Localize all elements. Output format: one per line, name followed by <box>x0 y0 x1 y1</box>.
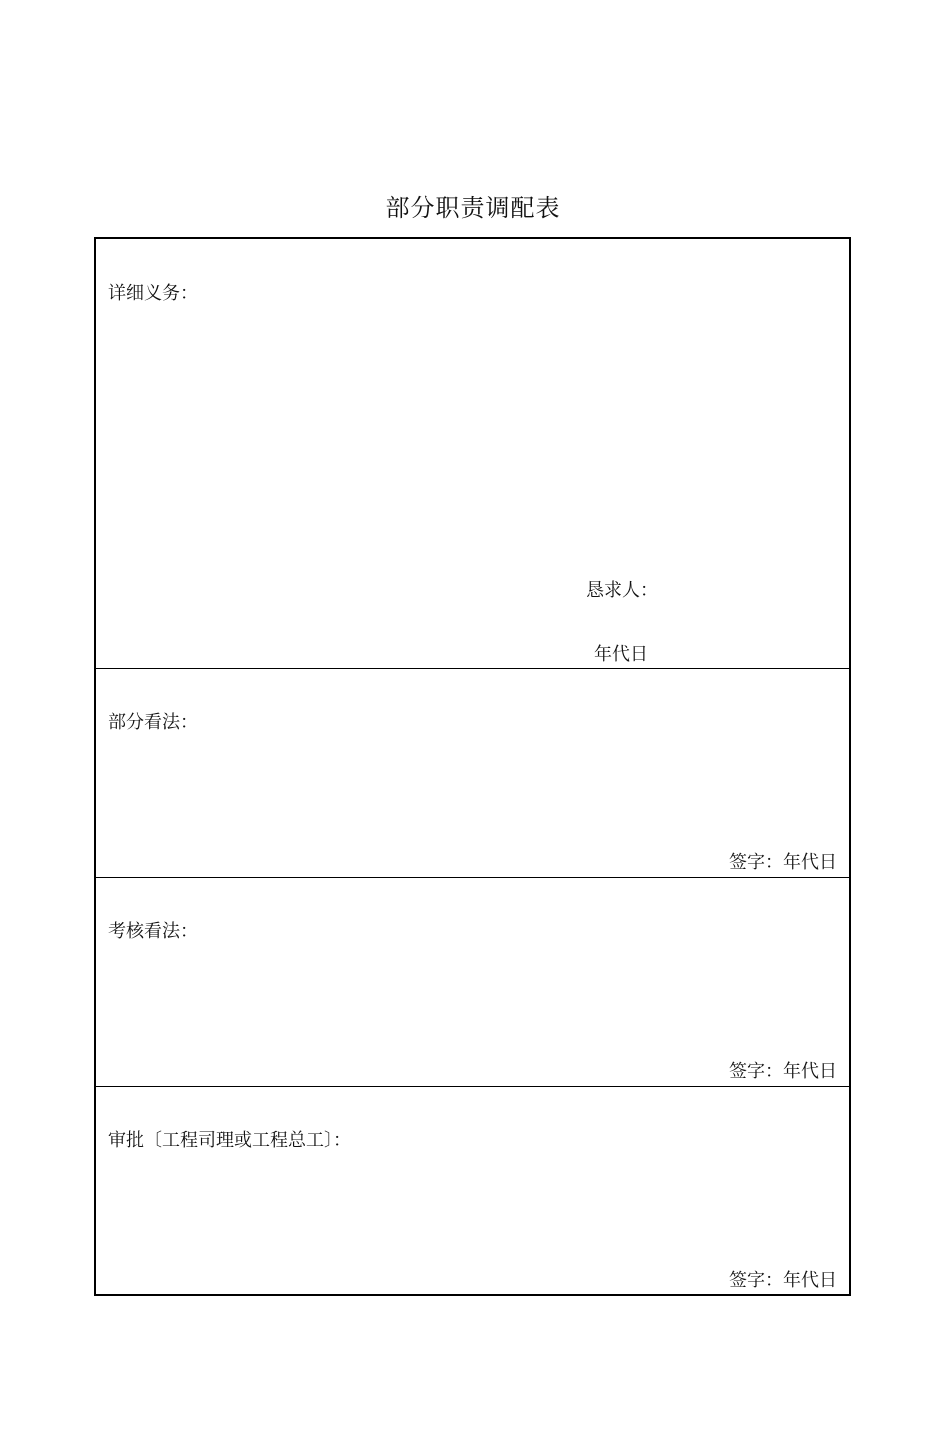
requester-label: 恳求人： <box>586 580 658 601</box>
approval-section[interactable] <box>96 1087 849 1294</box>
approval-label: 审批〔工程司理或工程总工〕： <box>108 1130 351 1151</box>
duties-label: 详细义务： <box>108 283 198 304</box>
requester-date-label: 年代日 <box>594 644 648 665</box>
assessment-signature-line: 签字：年代日 <box>729 1061 837 1082</box>
approval-signature-line: 签字：年代日 <box>729 1270 837 1291</box>
department-opinion-label: 部分看法： <box>108 712 198 733</box>
assessment-opinion-label: 考核看法： <box>108 921 198 942</box>
department-signature-line: 签字：年代日 <box>729 852 837 873</box>
page-title: 部分职责调配表 <box>385 194 561 222</box>
assessment-opinion-section[interactable] <box>96 878 849 1087</box>
department-opinion-section[interactable] <box>96 669 849 878</box>
duties-section[interactable] <box>96 239 849 669</box>
form-table <box>94 237 851 1296</box>
